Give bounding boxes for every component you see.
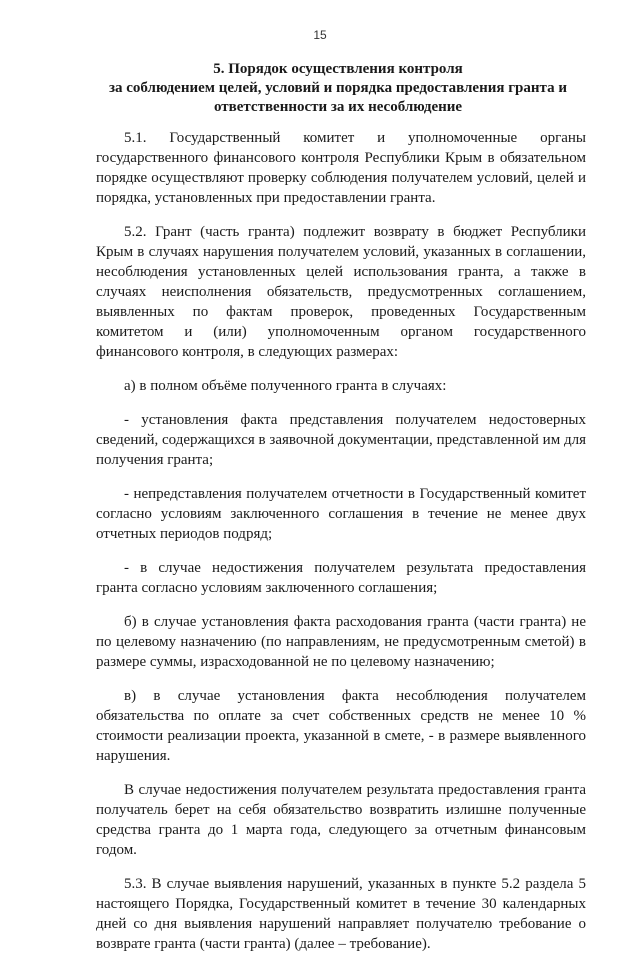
paragraph-5-1: 5.1. Государственный комитет и уполномоченные органы государственного финансового контроля Республики Крым в обязательном порядке осуществляют проверку соблюдения получателем условий, целей и порядка, установленных при предоставлении гранта. [96, 130, 586, 206]
list-item-v: в) в случае установления факта несоблюдения получателем обязательства по оплате за счет собственных средств не менее 10 % стоимости реализации проекта, указанной в смете, - в размере выявленного нарушения. [96, 688, 586, 764]
paragraph-refund-obligation: В случае недостижения получателем результата предоставления гранта получатель берет на себя обязательство возвратить излишне полученные средства гранта до 1 марта года, следующего за отчетным финансовым годом. [96, 782, 586, 858]
section-heading-line-1: 5. Порядок осуществления контроля [213, 61, 463, 77]
list-item-a: а) в полном объёме полученного гранта в случаях: [124, 378, 447, 394]
section-heading [96, 60, 580, 117]
list-item-b: б) в случае установления факта расходования гранта (части гранта) не по целевому назначению (по направлениям, не предусмотренным сметой) в размере суммы, израсходованной не по целевому назначению; [96, 614, 586, 670]
list-item-a-1: - установления факта представления получателем недостоверных сведений, содержащихся в заявочной документации, представленной им для получения гранта; [96, 412, 586, 468]
section-heading-line-3: ответственности за их несоблюдение [213, 99, 463, 115]
paragraph-5-3: 5.3. В случае выявления нарушений, указанных в пункте 5.2 раздела 5 настоящего Порядка, Государственный комитет в течение 30 календарных дней со дня выявления нарушений направляет получателю требование о возврате гранта (части гранта) (далее – требование). [96, 876, 586, 952]
section-heading-line-2: за соблюдением целей, условий и порядка предоставления гранта и [109, 80, 567, 96]
list-item-a-3: - в случае недостижения получателем результата предоставления гранта согласно условиям заключенного соглашения; [96, 560, 586, 596]
paragraph-5-2: 5.2. Грант (часть гранта) подлежит возврату в бюджет Республики Крым в случаях нарушения получателем условий, указанных в соглашении, несоблюдения установленных целей использования гранта, а также в случаях неисполнения обязательств, предусмотренных соглашением, выявленных по фактам проверок, проведенных Государственным комитетом и (или) уполномоченным органом государственного финансового контроля, в следующих размерах: [96, 224, 586, 360]
page-number: 15 [313, 28, 327, 42]
document-body [96, 128, 586, 968]
list-item-a-2: - непредставления получателем отчетности в Государственный комитет согласно условиям заключенного соглашения в течение не менее двух отчетных периодов подряд; [96, 486, 586, 542]
